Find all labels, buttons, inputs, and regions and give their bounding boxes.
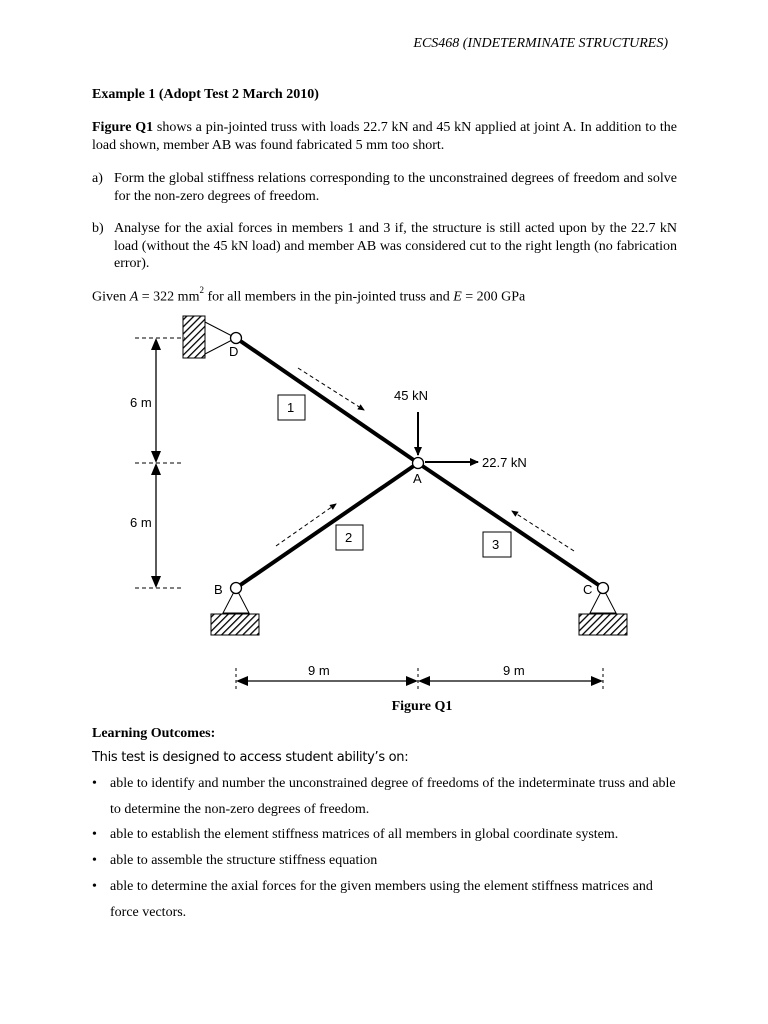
learning-outcomes-intro: This test is designed to access student ability’s on:	[92, 750, 409, 765]
figure-reference: Figure Q1	[92, 120, 154, 135]
outcome-item: • able to identify and number the unconstrained degree of freedoms of the indeterminate truss and able to determine the non-zero degrees of freedom.	[92, 771, 682, 823]
member-label-1	[278, 395, 305, 420]
svg-text:3: 3	[492, 537, 500, 552]
area-symbol: A	[129, 289, 139, 305]
outcome-item: • able to assemble the structure stiffness equation	[92, 848, 682, 874]
svg-text:2: 2	[345, 530, 353, 545]
question-label: b)	[92, 221, 104, 236]
node-label-d: D	[229, 344, 239, 359]
node-label-b: B	[214, 582, 223, 597]
member-3	[418, 463, 603, 588]
horizontal-dimension	[236, 668, 603, 692]
joint-d	[231, 333, 242, 344]
area-value: = 322 mm	[138, 289, 200, 305]
example-title: Example 1 (Adopt Test 2 March 2010)	[92, 87, 319, 102]
truss-figure	[0, 300, 768, 700]
horizontal-load-label: 22.7 kN	[482, 455, 527, 470]
vertical-load-label: 45 kN	[394, 388, 428, 403]
question-a	[92, 170, 677, 205]
intro-paragraph	[92, 119, 677, 154]
given-middle: for all members in the pin-jointed truss and	[203, 289, 454, 305]
document-header: ECS468 (INDETERMINATE STRUCTURES)	[413, 36, 668, 51]
joint-b	[231, 583, 242, 594]
modulus-symbol: E	[453, 289, 462, 305]
member-label-2	[336, 525, 363, 550]
dimension-label-right: 9 m	[503, 663, 525, 678]
joint-c	[598, 583, 609, 594]
bullet-icon: •	[92, 879, 97, 894]
dimension-label-upper: 6 m	[130, 395, 152, 410]
dimension-label-left: 9 m	[308, 663, 330, 678]
member-1	[236, 338, 418, 463]
bullet-icon: •	[92, 853, 97, 868]
vertical-dimension	[135, 338, 185, 588]
modulus-value: = 200 GPa	[461, 289, 526, 305]
question-label: a)	[92, 171, 103, 186]
member-2	[236, 463, 418, 588]
area-exponent: 2	[199, 285, 204, 295]
bullet-icon: •	[92, 776, 97, 791]
learning-outcomes-title: Learning Outcomes:	[92, 726, 216, 741]
question-text: Analyse for the axial forces in members 1 and 3 if, the structure is still acted upon by the 22.7 kN load (without the 45 kN load) and member AB was considered cut to the right length (no fabrication error).	[114, 221, 677, 271]
outcome-item: • able to determine the axial forces for the given members using the element stiffness matrices and force vectors.	[92, 874, 682, 926]
figure-caption: Figure Q1	[391, 699, 453, 714]
node-label-c: C	[583, 582, 593, 597]
svg-text:1: 1	[287, 400, 295, 415]
joint-a	[413, 458, 424, 469]
outcome-item: • able to establish the element stiffness matrices of all members in global coordinate system.	[92, 822, 682, 848]
member-label-3	[483, 532, 511, 557]
question-b	[92, 220, 677, 273]
given-prefix: Given	[92, 289, 130, 305]
dimension-label-lower: 6 m	[130, 515, 152, 530]
intro-text: shows a pin-jointed truss with loads 22.7 kN and 45 kN applied at joint A. In addition to the load shown, member AB was found fabricated 5 mm too short.	[92, 120, 677, 153]
bullet-icon: •	[92, 827, 97, 842]
question-text: Form the global stiffness relations corresponding to the unconstrained degrees of freedom and solve for the non-zero degrees of freedom.	[114, 171, 677, 204]
node-label-a: A	[413, 471, 422, 486]
